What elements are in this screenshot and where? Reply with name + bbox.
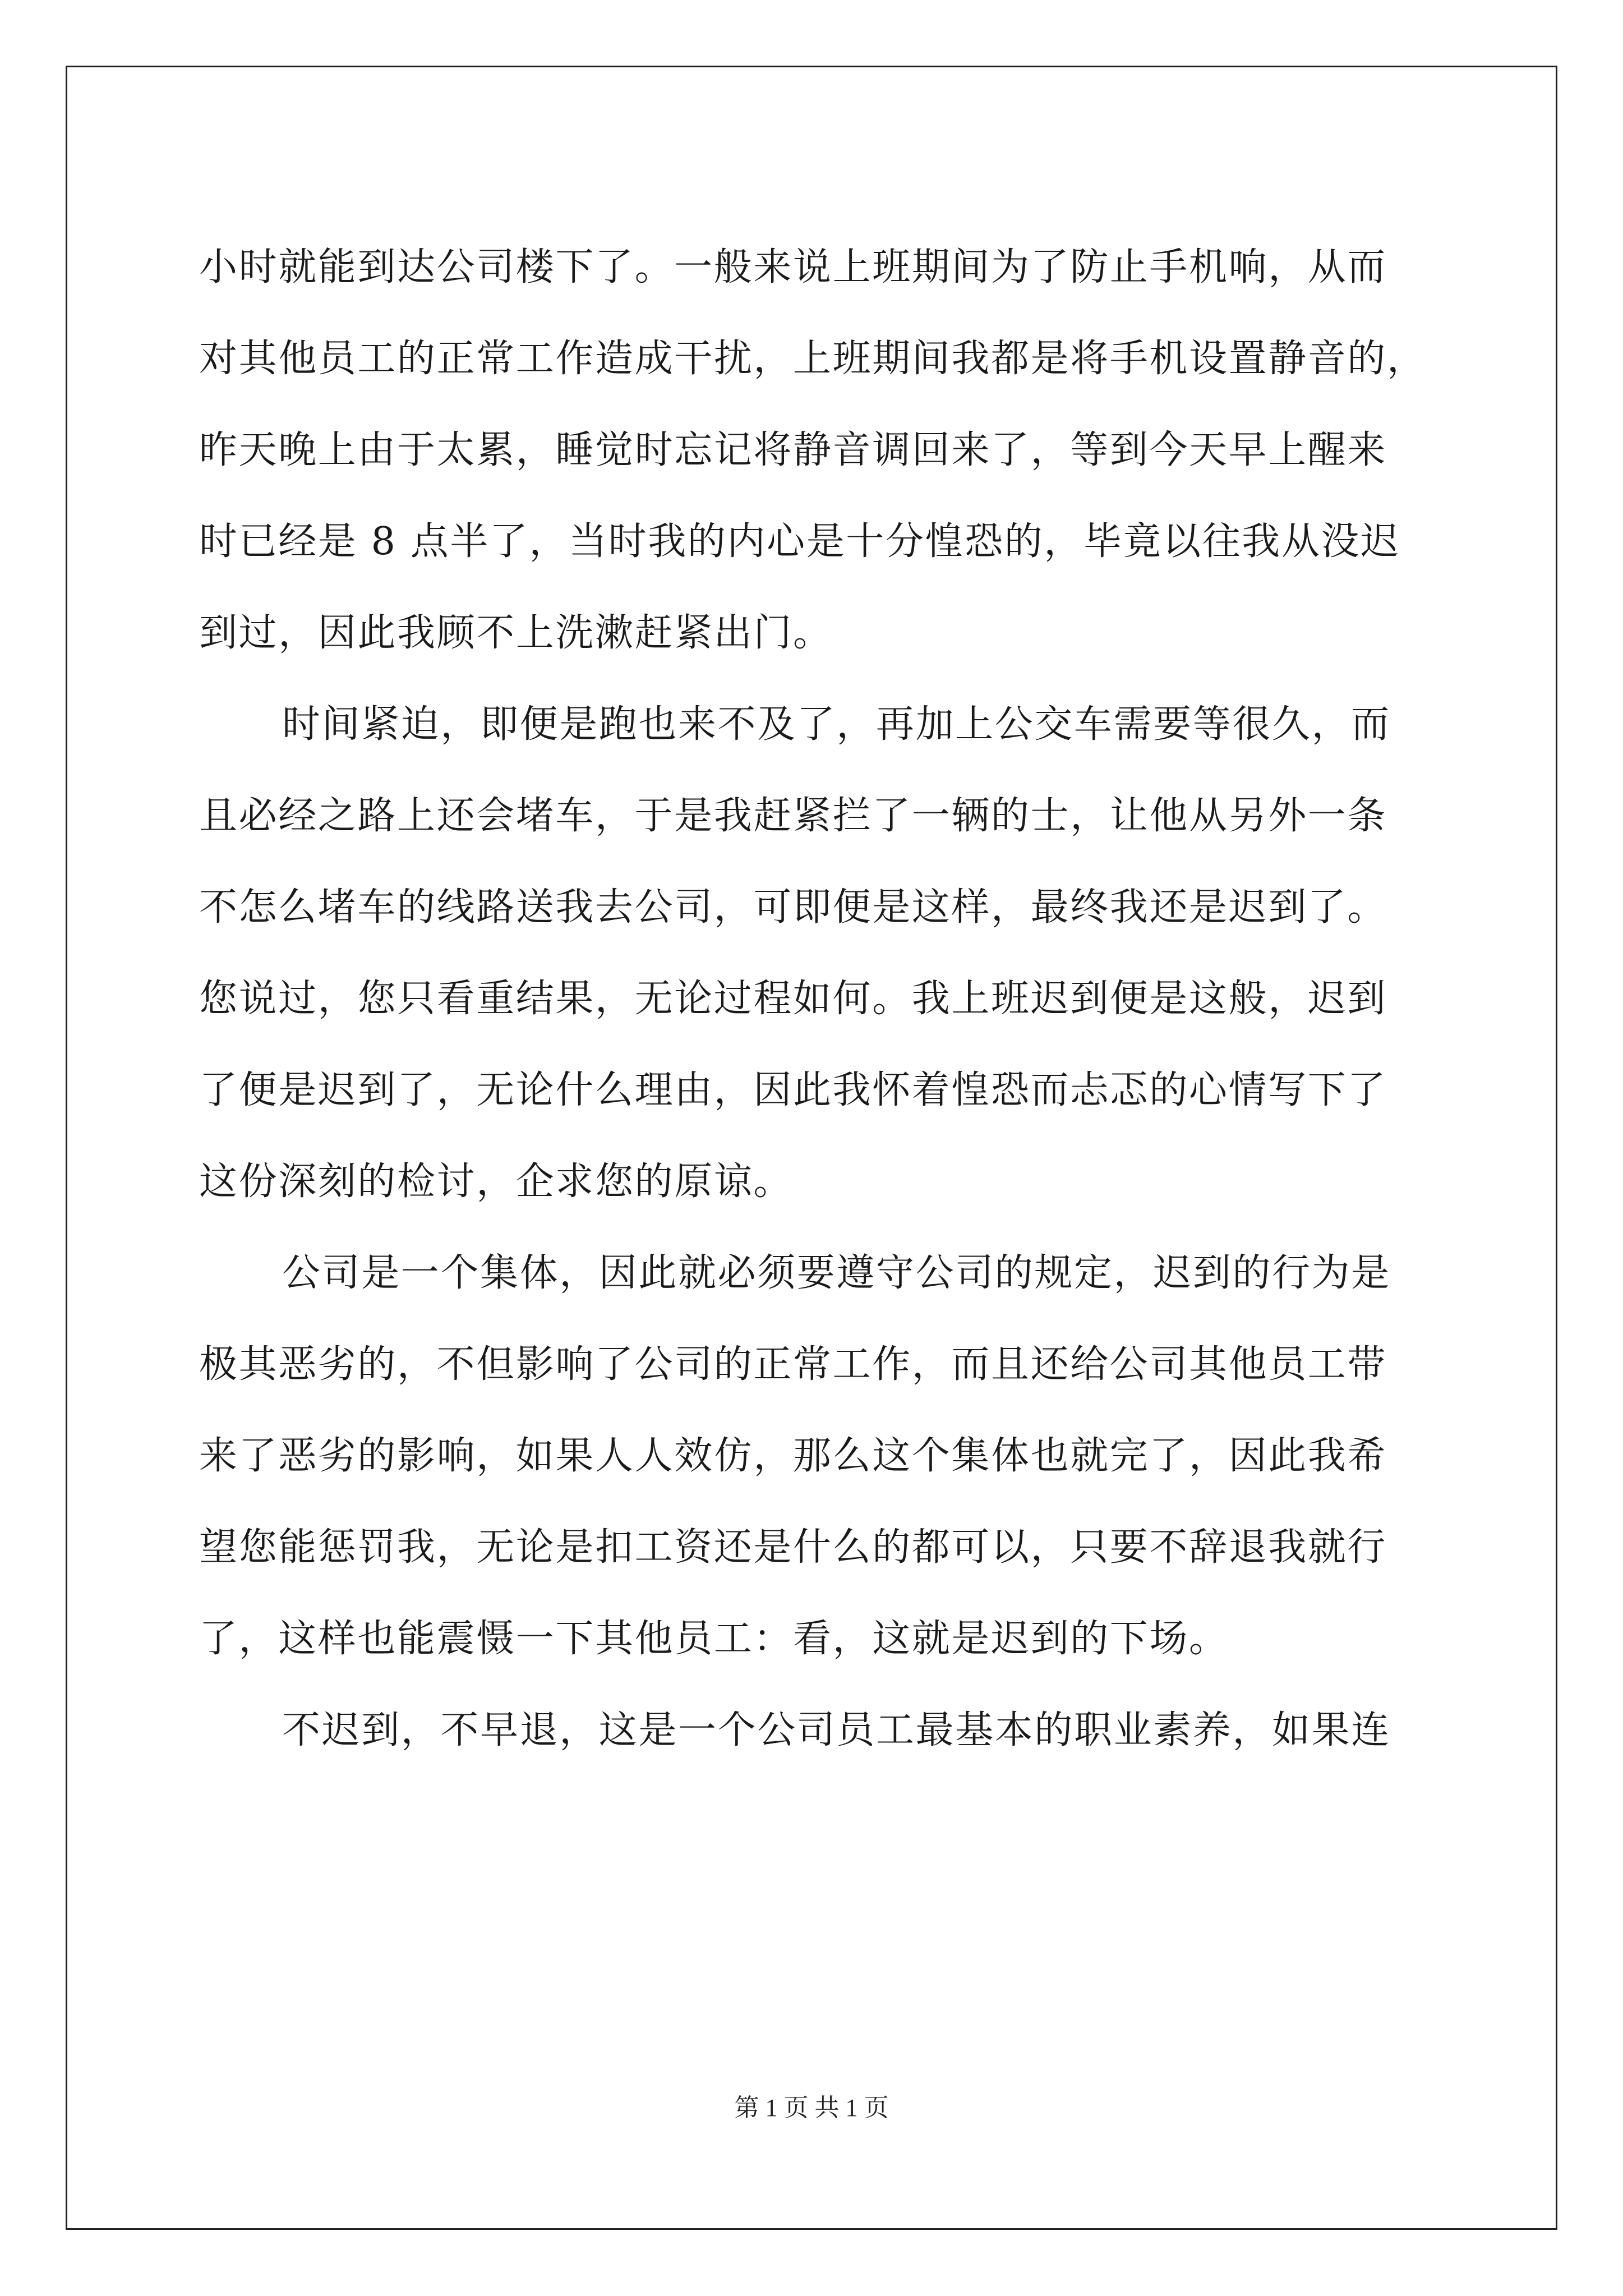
text-line-2: 对其他员工的正常工作造成干扰，上班期间我都是将手机设置静音的， bbox=[199, 337, 1427, 381]
text-line-7: 且必经之路上还会堵车，于是我赶紧拦了一辆的士，让他从另外一条 bbox=[199, 794, 1387, 838]
text-line-6: 时间紧迫，即便是跑也来不及了，再加上公交车需要等很久，而 bbox=[282, 702, 1391, 747]
text-line-12: 公司是一个集体，因此就必须要遵守公司的规定，迟到的行为是 bbox=[282, 1251, 1391, 1295]
text-line-3: 昨天晚上由于太累，睡觉时忘记将静音调回来了，等到今天早上醒来 bbox=[199, 428, 1387, 472]
text-line-8: 不怎么堵车的线路送我去公司，可即便是这样，最终我还是迟到了。 bbox=[199, 885, 1387, 930]
text-line-9: 您说过，您只看重结果，无论过程如何。我上班迟到便是这般，迟到 bbox=[199, 977, 1387, 1021]
text-line-5: 到过，因此我顾不上洗漱赶紧出门。 bbox=[199, 611, 833, 655]
page-number-footer: 第 1 页 共 1 页 bbox=[734, 2094, 889, 2122]
text-line-4: 时已经是 8 点半了，当时我的内心是十分惶恐的，毕竟以往我从没迟 bbox=[199, 519, 1400, 564]
text-line-15: 望您能惩罚我，无论是扣工资还是什么的都可以，只要不辞退我就行 bbox=[199, 1525, 1387, 1570]
text-line-11: 这份深刻的检讨，企求您的原谅。 bbox=[199, 1159, 794, 1204]
text-line-10: 了便是迟到了，无论什么理由，因此我怀着惶恐而忐忑的心情写下了 bbox=[199, 1068, 1387, 1112]
text-line-14: 来了恶劣的影响，如果人人效仿，那么这个集体也就完了，因此我希 bbox=[199, 1434, 1387, 1478]
text-line-16: 了，这样也能震慑一下其他员工：看，这就是迟到的下场。 bbox=[199, 1617, 1229, 1661]
text-line-17: 不迟到，不早退，这是一个公司员工最基本的职业素养，如果连 bbox=[282, 1708, 1391, 1752]
text-line-13: 极其恶劣的，不但影响了公司的正常工作，而且还给公司其他员工带 bbox=[199, 1342, 1387, 1387]
text-line-1: 小时就能到达公司楼下了。一般来说上班期间为了防止手机响，从而 bbox=[199, 245, 1387, 289]
document-body bbox=[199, 222, 1433, 1776]
